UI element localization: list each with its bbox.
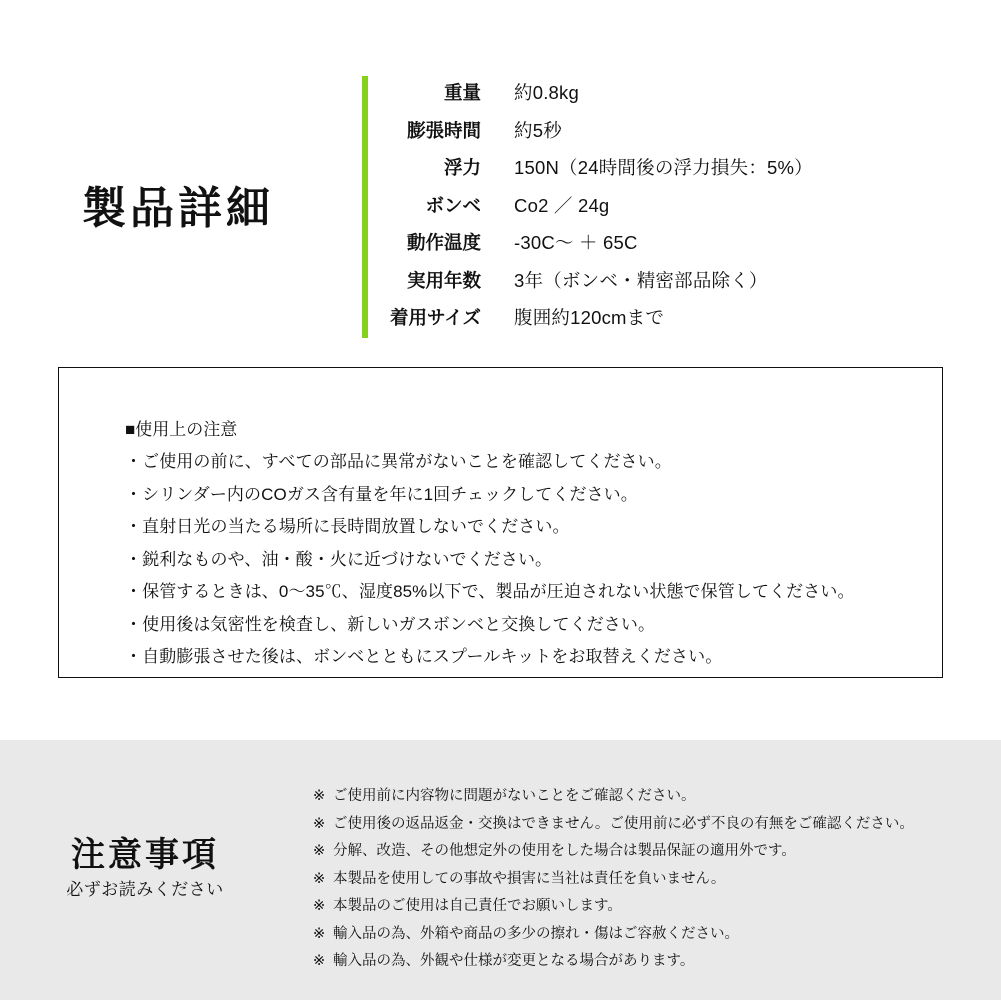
table-row: [390, 299, 813, 337]
table-row: [390, 262, 813, 300]
table-row: [390, 224, 813, 262]
table-row: [390, 112, 813, 150]
list-item: [313, 948, 914, 976]
list-item-label: 輸入品の為、外観や仕様が変更となる場合があります。: [333, 953, 695, 969]
list-item-label: 本製品のご使用は自己責任でお願いします。: [333, 898, 622, 914]
list-item: [313, 921, 914, 949]
list-item-label: 本製品を使用しての事故や損害に当社は責任を負いません。: [333, 870, 726, 887]
usage-notice-box: [58, 367, 943, 678]
caution-mark-icon: ※: [313, 788, 326, 804]
caution-section: [0, 740, 1001, 1000]
caution-list: [313, 783, 914, 976]
spec-label: ボンベ: [425, 194, 482, 216]
list-item: [313, 866, 914, 894]
usage-notice-heading: ■使用上の注意: [125, 420, 238, 439]
list-item: ・シリンダー内のCOガス含有量を年に1回チェックしてください。: [125, 484, 638, 504]
list-item-label: 分解、改造、その他想定外の使用をした場合は製品保証の適用外です。: [333, 843, 796, 859]
caution-mark-icon: ※: [313, 870, 326, 887]
spec-label: 膨張時間: [407, 119, 482, 141]
list-item: ・鋭利なものや、油・酸・火に近づけないでください。: [125, 549, 553, 569]
spec-value: -30C〜 ＋ 65C: [514, 232, 638, 253]
spec-section-title: 製品詳細: [82, 184, 274, 233]
caution-mark-icon: ※: [313, 815, 326, 832]
spec-value: 3年（ボンベ・精密部品除く）: [514, 269, 768, 291]
table-row: [390, 187, 813, 225]
caution-mark-icon: ※: [313, 898, 326, 914]
list-item: [313, 811, 914, 839]
caution-title: 注意事項: [71, 836, 219, 874]
list-item: ・ご使用の前に、すべての部品に異常がないことを確認してください。: [125, 452, 672, 471]
caution-mark-icon: ※: [313, 925, 326, 942]
table-row: [390, 149, 813, 187]
spec-label: 浮力: [444, 157, 482, 178]
spec-label: 動作温度: [407, 232, 482, 253]
caution-subtitle: 必ずお読みください: [66, 880, 224, 899]
spec-label: 重量: [444, 82, 482, 103]
spec-value: Co2 ／ 24g: [514, 194, 610, 216]
list-item-label: 輸入品の為、外箱や商品の多少の擦れ・傷はご容赦ください。: [333, 925, 739, 942]
table-row: [390, 74, 813, 112]
list-item-label: ご使用後の返品返金・交換はできません。ご使用前に必ず不良の有無をご確認ください。: [333, 815, 914, 832]
spec-value: 約5秒: [514, 119, 562, 141]
spec-label: 実用年数: [407, 269, 482, 291]
caution-mark-icon: ※: [313, 843, 326, 859]
spec-accent-bar: [362, 76, 368, 338]
caution-mark-icon: ※: [313, 953, 326, 969]
product-spec-section: [0, 0, 1001, 355]
list-item: ・直射日光の当たる場所に長時間放置しないでください。: [125, 517, 570, 536]
list-item: [313, 783, 914, 811]
usage-notice-list: [125, 446, 855, 674]
list-item: ・自動膨張させた後は、ボンベとともにスプールキットをお取替えください。: [125, 647, 723, 666]
spec-label: 着用サイズ: [390, 307, 482, 328]
spec-value: 150N（24時間後の浮力損失：5%）: [514, 157, 813, 178]
caution-title-block: [0, 835, 290, 905]
list-item: ・使用後は気密性を検査し、新しいガスボンベと交換してください。: [125, 614, 656, 634]
spec-value: 約0.8kg: [514, 82, 579, 103]
spec-value: 腹囲約120cmまで: [514, 307, 665, 328]
spec-table: [390, 74, 813, 337]
list-item: [313, 838, 914, 866]
list-item: ・保管するときは、0〜35℃、湿度85%以下で、製品が圧迫されない状態で保管してください。: [125, 582, 855, 601]
list-item-label: ご使用前に内容物に問題がないことをご確認ください。: [333, 788, 696, 804]
list-item: [313, 893, 914, 921]
